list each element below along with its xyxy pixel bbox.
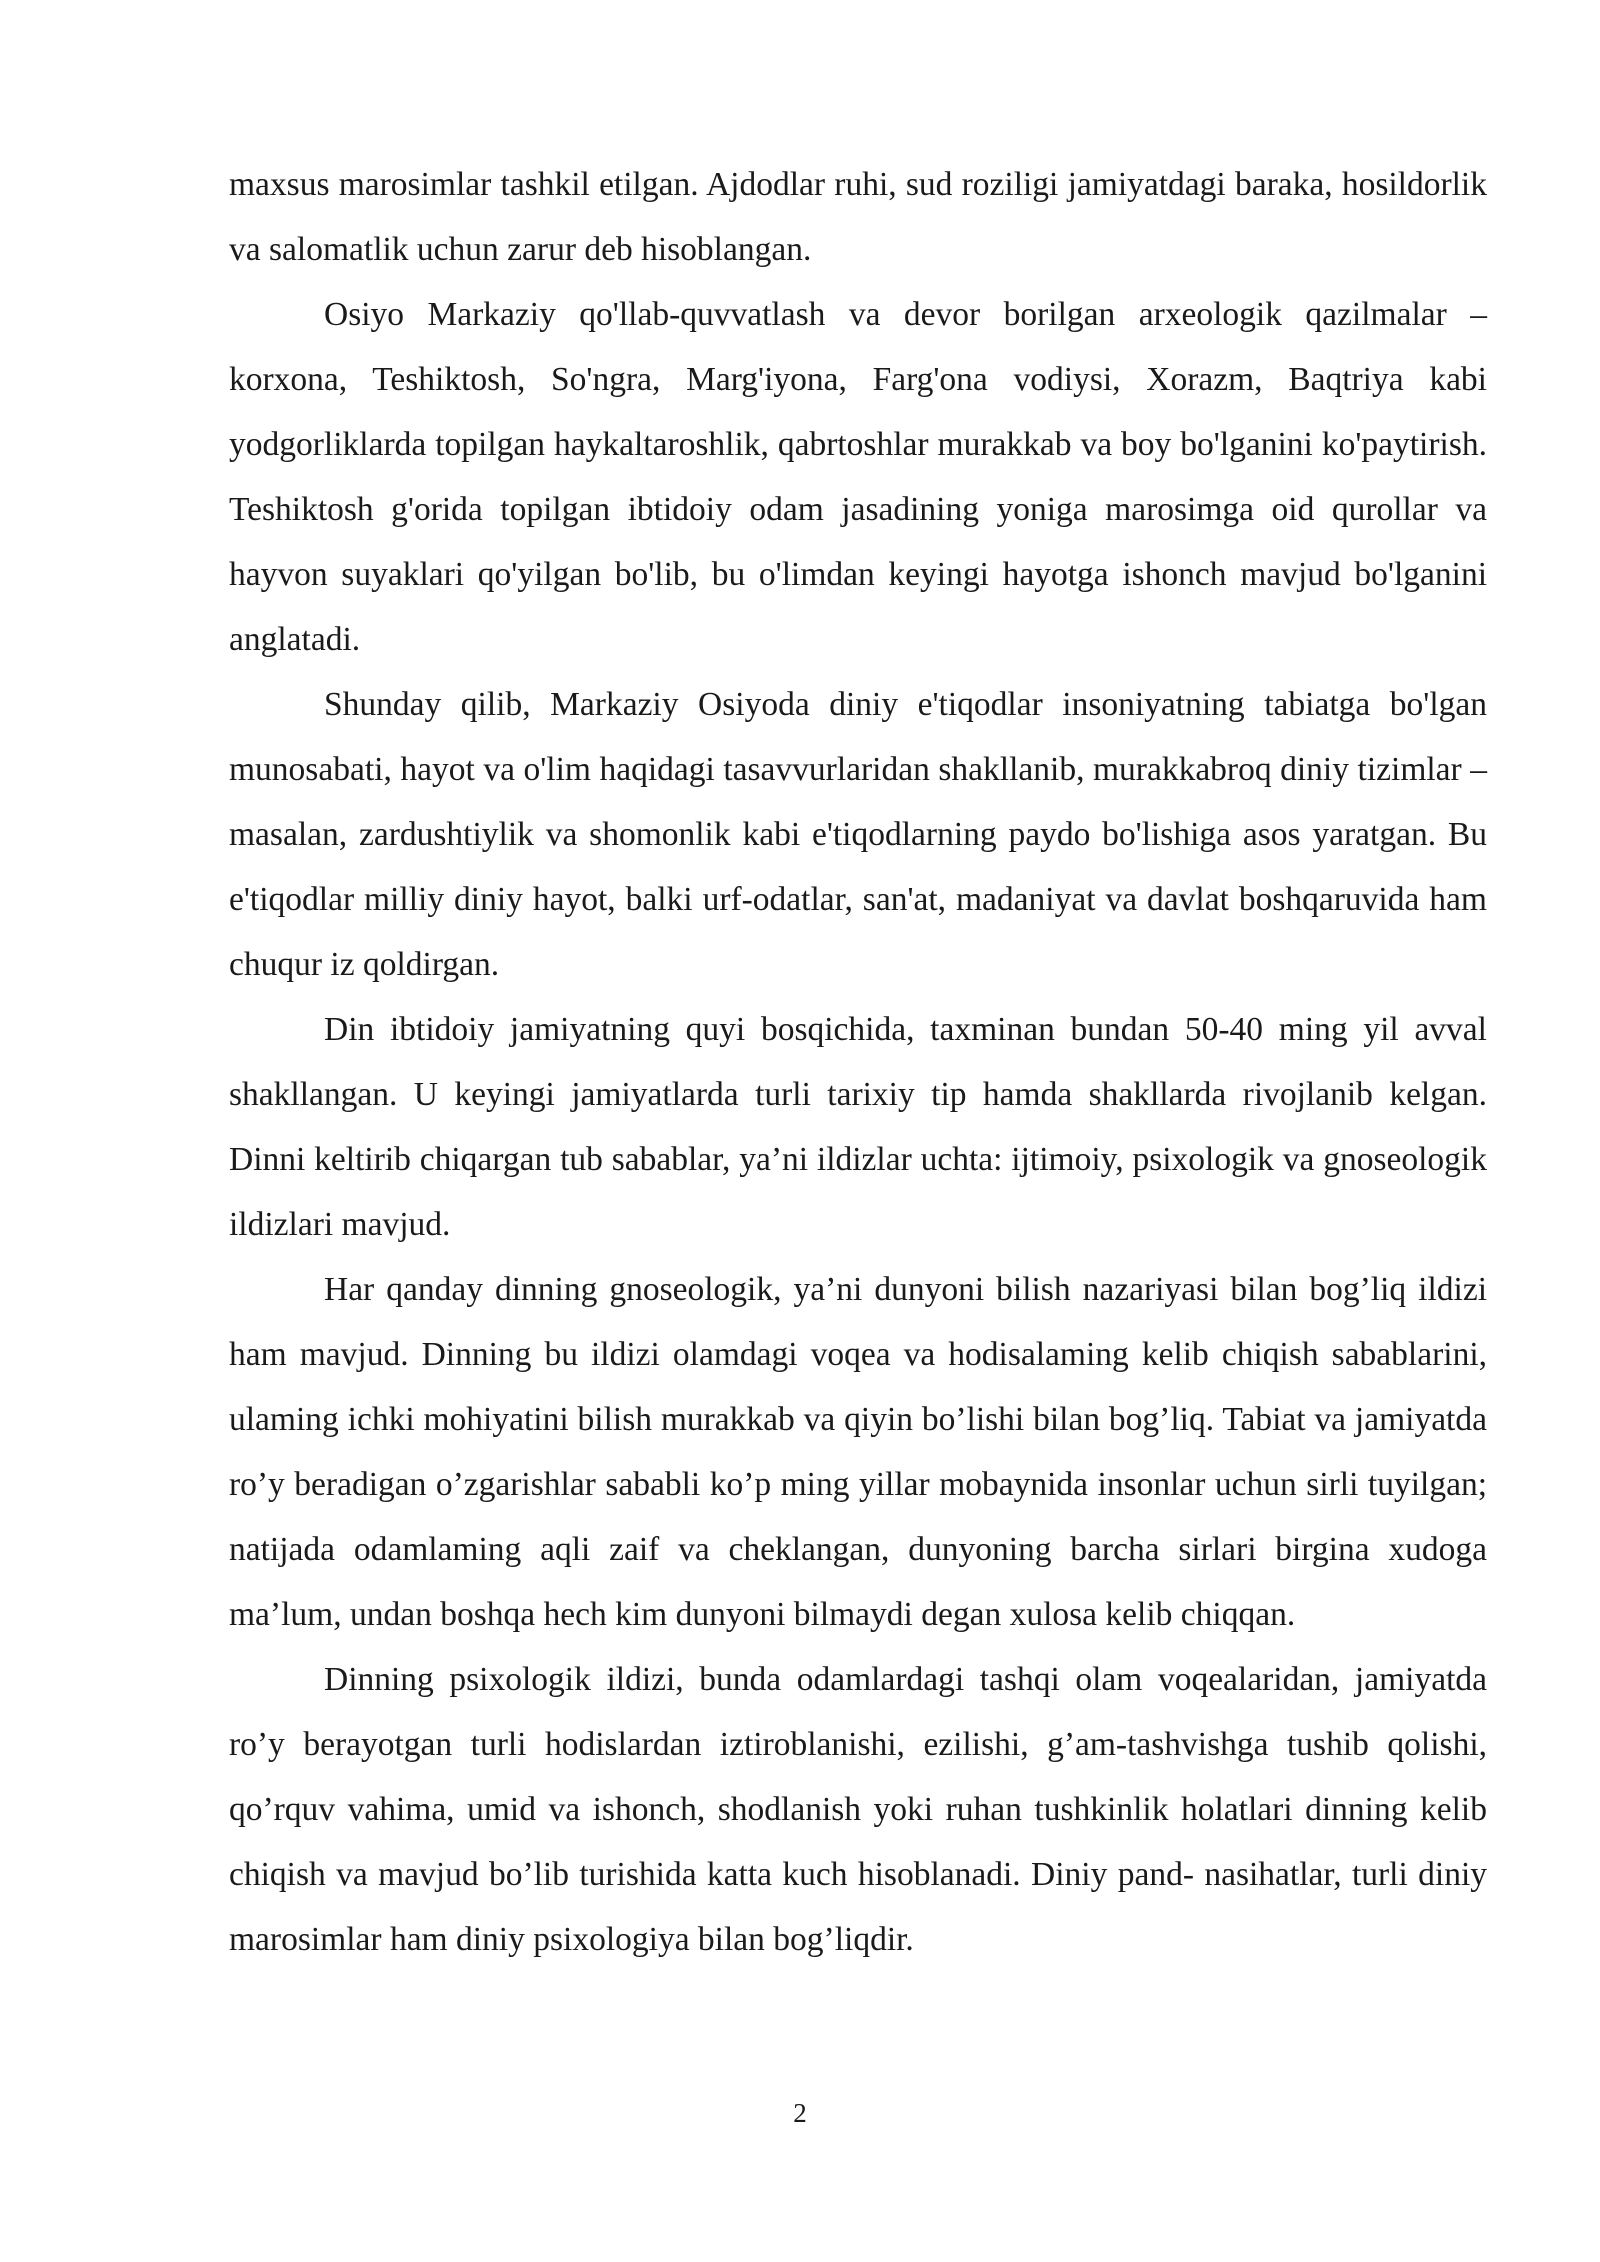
paragraph-gnoseological-root: Har qanday dinning gnoseologik, ya’ni dunyoni bilish nazariyasi bilan bog’liq ildizi ham mavjud. Dinning bu ildizi olamdagi voqea va hodisalaming kelib chiqish sabablarini, ulaming ichki mohiyatini bilish murakkab va qiyin bo’lishi bilan bog’liq. Tabiat va jamiyatda ro’y beradigan o’zgarishlar sababli ko’p ming yillar mobaynida insonlar uchun sirli tuyilgan; natijada odamlaming aqli zaif va cheklangan, dunyoning barcha sirlari birgina xudoga ma’lum, undan boshqa hech kim dunyoni bilmaydi degan xulosa kelib chiqqan. xyxy=(229,1271,1487,1633)
paragraph-archaeology: Osiyo Markaziy qo'llab-quvvatlash va devor borilgan arxeologik qazilmalar – korxona, Teshiktosh, So'ngra, Marg'iyona, Farg'ona vodiysi, Xorazm, Baqtriya kabi yodgorliklarda topilgan haykaltaroshlik, qabrtoshlar murakkab va boy bo'lganini ko'paytirish. Teshiktosh g'orida topilgan ibtidoiy odam jasadining yoniga marosimga oid qurollar va hayvon suyaklari qo'yilgan bo'lib, bu o'limdan keyingi hayotga ishonch mavjud bo'lganini anglatadi. xyxy=(229,296,1487,658)
paragraph-psychological-root: Dinning psixologik ildizi, bunda odamlardagi tashqi olam voqealaridan, jamiyatda ro’y berayotgan turli hodislardan iztiroblanishi, ezilishi, g’am-tashvishga tushib qolishi, qo’rquv vahima, umid va ishonch, shodlanish yoki ruhan tushkinlik holatlari dinning kelib chiqish va mavjud bo’lib turishida katta kuch hisoblanadi. Diniy pand- nasihatlar, turli diniy marosimlar ham diniy psixologiya bilan bog’liqdir. xyxy=(229,1661,1487,1958)
paragraph-origin-of-religion: Din ibtidoiy jamiyatning quyi bosqichida, taxminan bundan 50-40 ming yil avval shakllangan. U keyingi jamiyatlarda turli tarixiy tip hamda shakllarda rivojlanib kelgan. Dinni keltirib chiqargan tub sabablar, ya’ni ildizlar uchta: ijtimoiy, psixologik va gnoseologik ildizlari mavjud. xyxy=(229,1011,1487,1243)
page-number: 2 xyxy=(793,2098,807,2128)
paragraph-conclusion: Shunday qilib, Markaziy Osiyoda diniy e'tiqodlar insoniyatning tabiatga bo'lgan munosabati, hayot va o'lim haqidagi tasavvurlaridan shakllanib, murakkabroq diniy tizimlar – masalan, zardushtiylik va shomonlik kabi e'tiqodlarning paydo bo'lishiga asos yaratgan. Bu e'tiqodlar milliy diniy hayot, balki urf-odatlar, san'at, madaniyat va davlat boshqaruvida ham chuqur iz qoldirgan. xyxy=(229,686,1487,983)
page-body xyxy=(229,152,1487,1972)
paragraph-continuation: maxsus marosimlar tashkil etilgan. Ajdodlar ruhi, sud roziligi jamiyatdagi baraka, hosildorlik va salomatlik uchun zarur deb hisoblangan. xyxy=(229,166,1487,268)
